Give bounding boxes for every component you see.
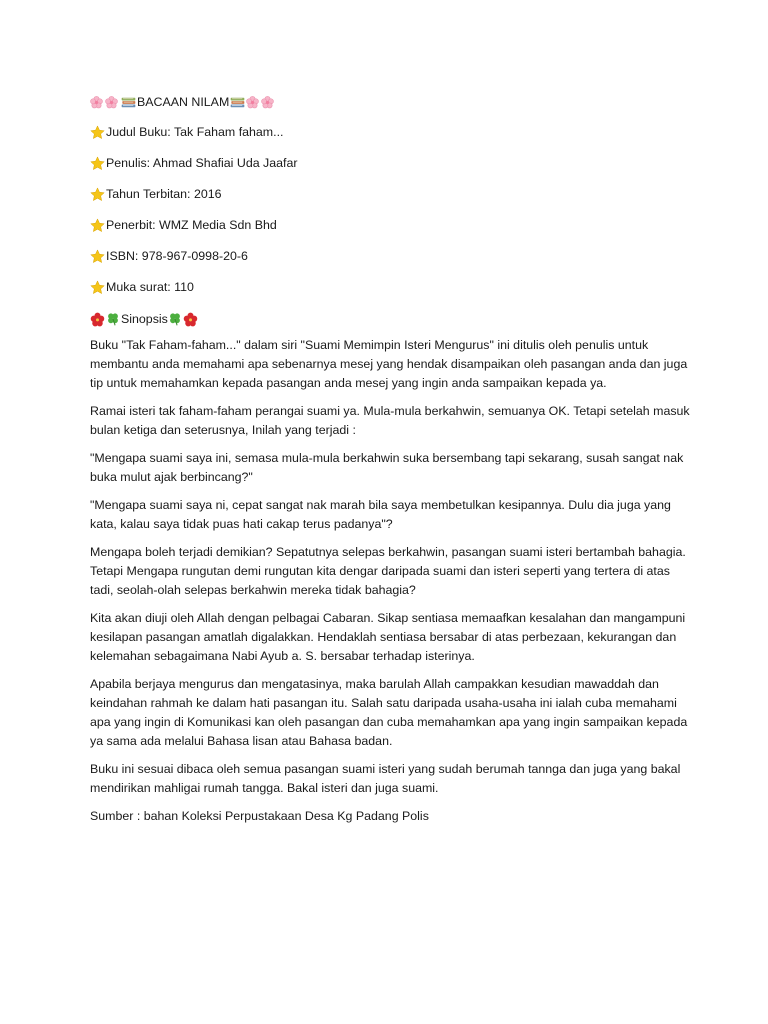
author: Penulis: Ahmad Shafiai Uda Jaafar — [106, 155, 298, 170]
star-icon — [90, 218, 105, 233]
hibiscus-icon — [90, 312, 105, 327]
synopsis-paragraph: "Mengapa suami saya ni, cepat sangat nak marah bila saya membetulkan kesipannya. Dulu dia juga yang kata, kalau saya tidak puas hati cakap terus padanya"? — [90, 498, 671, 532]
synopsis-paragraph: Apabila berjaya mengurus dan mengatasinya, maka barulah Allah campakkan kesudian mawaddah dan keindahan rahmah ke dalam hati pasangan itu. Salah satu daripada usaha-usaha ini ialah cuba memahami apa yang ingin di Komunikasi kan oleh pasangan dan cuba memahamkan apa yang ingin sampaikan kepada ya sama ada melalui Bahasa lisan atau Bahasa badan. — [90, 677, 688, 749]
star-icon — [90, 280, 105, 295]
isbn: ISBN: 978-967-0998-20-6 — [106, 249, 248, 264]
star-icon — [90, 249, 105, 264]
star-icon — [90, 156, 105, 171]
synopsis-heading-line — [90, 309, 690, 329]
synopsis-paragraph: Mengapa boleh terjadi demikian? Sepatutnya selepas berkahwin, pasangan suami isteri bertambah bahagia. Tetapi Mengapa rungutan demi rungutan kita dengar daripada suami dan isteri seperti yang tertera di atas tadi, seolah-olah selepas berkahwin mereka tidak bahagia? — [90, 545, 686, 598]
document-page — [90, 92, 690, 826]
title-line — [90, 92, 690, 112]
book-title-line — [90, 122, 690, 142]
synopsis-paragraph: Buku ini sesuai dibaca oleh semua pasangan suami isteri yang sudah berumah tannga dan juga yang bakal mendirikan mahligai rumah tangga. Bakal isteri dan juga suami. — [90, 762, 681, 796]
hibiscus-icon — [183, 312, 198, 327]
cherry-blossom-icon — [105, 96, 118, 109]
cherry-blossom-icon — [246, 96, 259, 109]
clover-icon — [106, 312, 120, 326]
publication-year: Tahun Terbitan: 2016 — [106, 186, 222, 201]
year-line — [90, 184, 690, 204]
cherry-blossom-icon — [90, 96, 103, 109]
synopsis-paragraph: Kita akan diuji oleh Allah dengan pelbagai Cabaran. Sikap sentiasa memaafkan kesalahan dan mangampuni kesilapan pasangan amatlah digalakkan. Hendaklah sentiasa bersabar di atas perbezaan, kekurangan dan kelemahan sebagaimana Nabi Ayub a. S. bersabar terhadap isterinya. — [90, 611, 686, 664]
publisher-line — [90, 216, 690, 236]
author-line — [90, 153, 690, 173]
pages-line — [90, 278, 690, 298]
cherry-blossom-icon — [261, 96, 274, 109]
synopsis-heading: Sinopsis — [121, 311, 168, 326]
synopsis-paragraph: "Mengapa suami saya ini, semasa mula-mula berkahwin suka bersembang tapi sekarang, susah sangat nak buka mulut ajak berbincang?" — [90, 451, 684, 485]
star-icon — [90, 187, 105, 202]
books-icon — [121, 96, 136, 109]
source-note: Sumber : bahan Koleksi Perpustakaan Desa Kg Padang Polis — [90, 809, 429, 824]
clover-icon — [168, 312, 182, 326]
publisher: Penerbit: WMZ Media Sdn Bhd — [106, 218, 277, 233]
book-title: Judul Buku: Tak Faham faham... — [106, 124, 284, 139]
synopsis-paragraph: Ramai isteri tak faham-faham perangai suami ya. Mula-mula berkahwin, semuanya OK. Tetapi setelah masuk bulan ketiga dan seterusnya, Inilah yang terjadi : — [90, 404, 690, 438]
star-icon — [90, 125, 105, 140]
page-count: Muka surat: 110 — [106, 280, 194, 295]
isbn-line — [90, 247, 690, 267]
synopsis-paragraph: Buku "Tak Faham-faham..." dalam siri "Suami Memimpin Isteri Mengurus" ini ditulis oleh penulis untuk membantu anda memahami apa sebenarnya mesej yang hendak disampaikan oleh pasangan anda dan juga tip untuk memahamkan kepada pasangan anda mesej yang ingin anda sampaikan kepada ya. — [90, 338, 688, 391]
books-icon — [230, 96, 245, 109]
document-title: BACAAN NILAM — [137, 94, 230, 109]
